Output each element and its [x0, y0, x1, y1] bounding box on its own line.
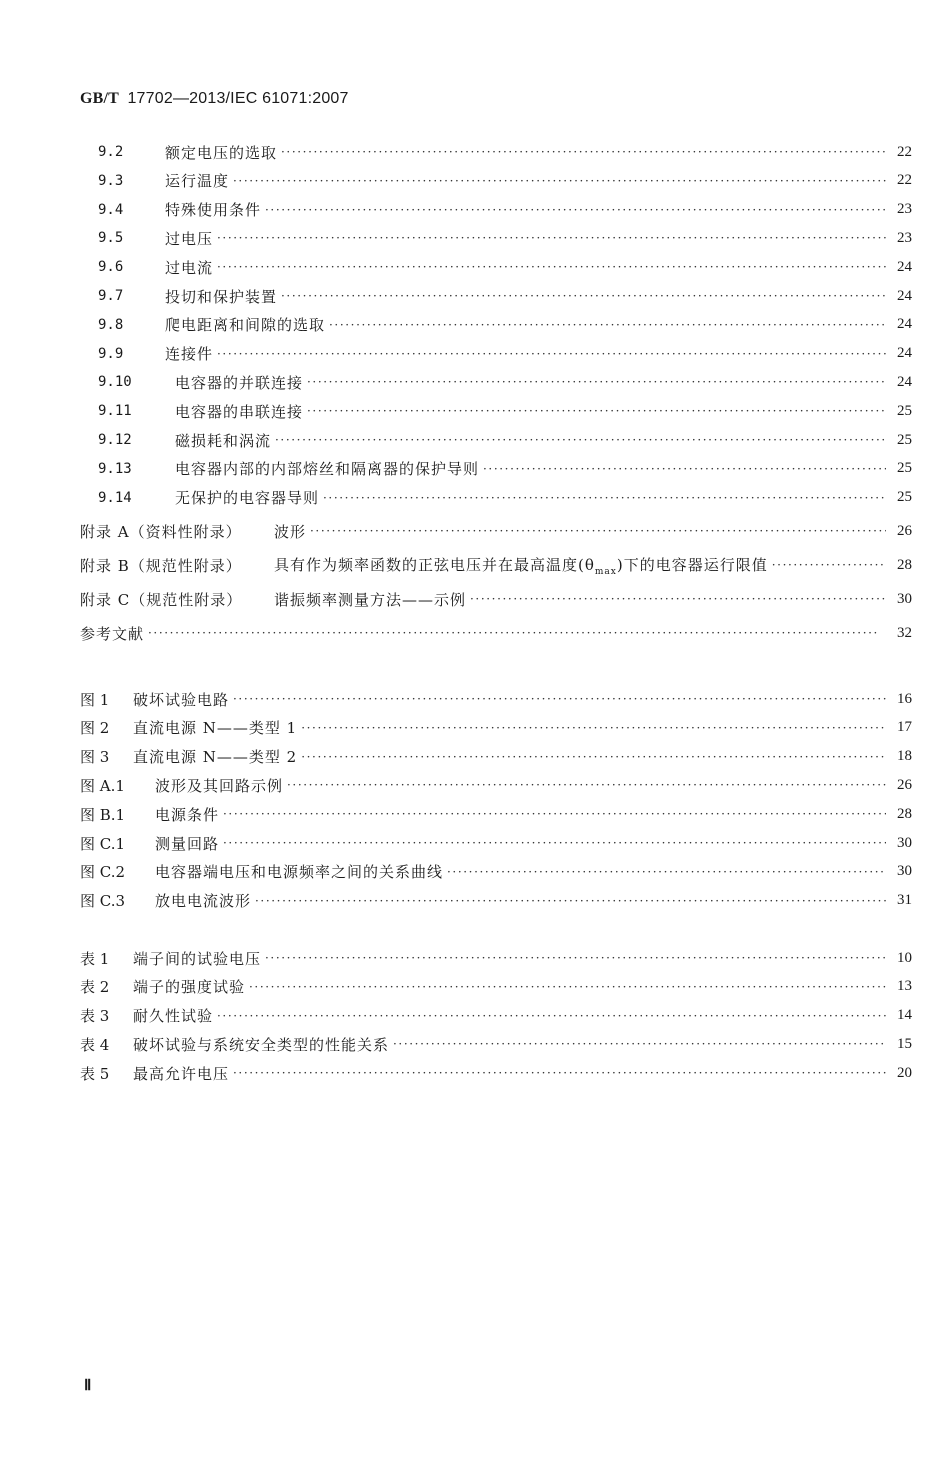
entry-number: 图 C.2	[80, 863, 126, 882]
entry-number: 9.2	[98, 144, 124, 160]
entry-title: 电容器端电压和电源频率之间的关系曲线	[155, 863, 444, 882]
dot-leader	[265, 203, 886, 217]
toc-entry[interactable]	[80, 397, 912, 425]
entry-title: 投切和保护装置	[165, 287, 278, 306]
entry-title: 波形	[274, 522, 307, 541]
entry-title: 特殊使用条件	[165, 201, 262, 220]
page-number: Ⅱ	[84, 1378, 92, 1394]
entry-number: 表 4	[80, 1035, 110, 1054]
dot-leader	[233, 1066, 886, 1080]
entry-number: 图 C.1	[80, 834, 126, 853]
entry-title: 过电压	[165, 229, 214, 248]
dot-leader	[393, 1037, 886, 1051]
entry-number: 9.3	[98, 172, 124, 189]
entry-title: 耐久性试验	[133, 1007, 214, 1026]
toc-entry[interactable]	[80, 1002, 912, 1030]
dot-leader	[307, 404, 886, 418]
dot-leader	[307, 375, 886, 389]
entry-title: 额定电压的选取	[165, 143, 278, 162]
toc-entry[interactable]	[80, 196, 912, 224]
entry-page: 30	[897, 834, 912, 851]
dot-leader	[217, 1009, 886, 1023]
toc-entry[interactable]	[80, 311, 912, 339]
toc-entry[interactable]	[80, 1030, 912, 1058]
standard-code: GB/T	[80, 90, 120, 107]
entry-title: 无保护的电容器导则	[175, 489, 320, 508]
entry-title-subscript: max	[594, 566, 617, 577]
entry-number: 附录 A（资料性附录）	[80, 522, 242, 541]
entry-number: 9.5	[98, 230, 124, 247]
entry-number: 图 2	[80, 719, 110, 738]
entry-number: 图 1	[80, 690, 110, 709]
entry-number: 图 B.1	[80, 805, 126, 824]
toc-entry[interactable]	[80, 619, 912, 647]
entry-title: 电源条件	[155, 805, 220, 824]
dot-leader	[281, 145, 886, 159]
toc-entry[interactable]	[80, 340, 912, 368]
toc-entry[interactable]	[80, 551, 912, 579]
toc-entry[interactable]	[80, 167, 912, 195]
dot-leader	[265, 951, 886, 965]
toc-entry[interactable]	[80, 585, 912, 613]
entry-page: 32	[897, 624, 912, 641]
dot-leader	[323, 491, 886, 505]
entry-title: 谐振频率测量方法——示例	[274, 590, 467, 609]
toc-entry[interactable]	[80, 455, 912, 483]
toc-entry[interactable]	[80, 944, 912, 972]
entry-page: 16	[897, 690, 912, 707]
dot-leader	[249, 980, 886, 994]
entry-number: 9.10	[98, 374, 132, 391]
entry-title: 直流电源 N——类型 1	[133, 719, 298, 738]
entry-number: 表 2	[80, 978, 110, 997]
entry-title: 电容器的并联连接	[175, 373, 304, 392]
toc-entry[interactable]	[80, 685, 912, 713]
dot-leader	[447, 865, 886, 879]
entry-number: 附录 C（规范性附录）	[80, 590, 243, 609]
toc-entry[interactable]	[80, 224, 912, 252]
dot-leader	[301, 750, 886, 764]
toc-entry[interactable]	[80, 282, 912, 310]
toc-entry[interactable]	[80, 743, 912, 771]
entry-title: 直流电源 N——类型 2	[133, 748, 298, 767]
toc-entry[interactable]	[80, 138, 912, 166]
entry-page: 22	[897, 143, 912, 160]
entry-page: 24	[897, 258, 912, 275]
entry-title: 电容器内部的内部熔丝和隔离器的保护导则	[175, 460, 480, 479]
entry-number: 附录 B（规范性附录）	[80, 556, 242, 575]
entry-number: 9.11	[98, 403, 132, 420]
dot-leader	[281, 289, 886, 303]
toc-entry[interactable]	[80, 800, 912, 828]
dot-leader	[223, 836, 886, 850]
toc-entry[interactable]	[80, 771, 912, 799]
toc-entry[interactable]	[80, 253, 912, 281]
entry-page: 26	[897, 776, 912, 793]
entry-page: 14	[897, 1007, 912, 1024]
entry-title: 放电电流波形	[155, 892, 252, 911]
entry-title-text: 具有作为频率函数的正弦电压并在最高温度(θ	[274, 555, 595, 574]
entry-number: 参考文献	[80, 624, 145, 643]
entry-number: 9.4	[98, 201, 124, 218]
entry-page: 28	[897, 556, 912, 573]
entry-title: 端子间的试验电压	[133, 949, 262, 968]
dot-leader	[233, 174, 886, 188]
entry-page: 17	[897, 719, 912, 736]
entry-title-end: )下的电容器运行限值	[616, 555, 768, 574]
entry-title: 破坏试验与系统安全类型的性能关系	[133, 1035, 390, 1054]
entry-number: 9.8	[98, 316, 124, 333]
dot-leader	[287, 778, 886, 792]
entry-page: 24	[897, 345, 912, 362]
entry-number: 图 3	[80, 748, 110, 767]
entry-title: 爬电距离和间隙的选取	[165, 316, 326, 335]
dot-leader	[329, 318, 886, 332]
entry-page: 20	[897, 1064, 912, 1081]
entry-number: 图 C.3	[80, 892, 126, 911]
dot-leader	[483, 462, 886, 476]
entry-page: 24	[897, 373, 912, 390]
entry-title: 过电流	[165, 258, 214, 277]
entry-page: 10	[897, 949, 912, 966]
dot-leader	[255, 894, 886, 908]
entry-title: 破坏试验电路	[133, 690, 230, 709]
toc-entry[interactable]	[80, 484, 912, 512]
document-header	[80, 90, 349, 108]
entry-page: 25	[897, 489, 912, 506]
standard-number: 17702—2013/IEC 61071:2007	[127, 90, 349, 107]
entry-title	[274, 554, 768, 577]
entry-page: 13	[897, 978, 912, 995]
entry-title: 电容器的串联连接	[175, 402, 304, 421]
entry-page: 28	[897, 805, 912, 822]
entry-title: 最高允许电压	[133, 1064, 230, 1083]
toc-entry[interactable]	[80, 887, 912, 915]
dot-leader	[301, 721, 886, 735]
entry-number: 9.7	[98, 288, 124, 304]
toc-entry[interactable]	[80, 858, 912, 886]
entry-number: 9.14	[98, 489, 132, 506]
entry-page: 18	[897, 748, 912, 765]
dot-leader	[217, 231, 886, 245]
entry-page: 22	[897, 172, 912, 189]
entry-page: 30	[897, 863, 912, 880]
toc-entry[interactable]	[80, 973, 912, 1001]
dot-leader	[223, 807, 886, 821]
dot-leader	[148, 626, 886, 640]
entry-page: 26	[897, 522, 912, 539]
entry-title: 端子的强度试验	[133, 978, 246, 997]
entry-number: 表 3	[80, 1007, 110, 1026]
toc-entry[interactable]	[80, 517, 912, 545]
entry-title: 连接件	[165, 345, 214, 364]
dot-leader	[772, 558, 886, 572]
entry-number: 9.13	[98, 460, 132, 477]
entry-title: 测量回路	[155, 834, 220, 853]
dot-leader	[233, 692, 886, 706]
toc-entry[interactable]	[80, 714, 912, 742]
dot-leader	[217, 260, 886, 274]
toc-entry[interactable]	[80, 368, 912, 396]
entry-page: 23	[897, 229, 912, 246]
entry-page: 23	[897, 201, 912, 218]
entry-title: 磁损耗和涡流	[175, 431, 272, 450]
entry-number: 表 1	[80, 949, 110, 968]
entry-page: 24	[897, 316, 912, 333]
dot-leader	[275, 433, 886, 447]
entry-page: 25	[897, 402, 912, 419]
entry-page: 15	[897, 1035, 912, 1052]
dot-leader	[310, 524, 886, 538]
dot-leader	[470, 592, 886, 606]
entry-number: 表 5	[80, 1064, 110, 1083]
toc-entry[interactable]	[80, 829, 912, 857]
entry-page: 30	[897, 590, 912, 607]
dot-leader	[217, 347, 886, 361]
entry-page: 24	[897, 287, 912, 304]
entry-number: 9.12	[98, 432, 132, 448]
entry-page: 25	[897, 431, 912, 448]
entry-title: 波形及其回路示例	[155, 776, 284, 795]
entry-page: 25	[897, 460, 912, 477]
toc-entry[interactable]	[80, 1059, 912, 1087]
toc-entry[interactable]	[80, 426, 912, 454]
entry-page: 31	[897, 892, 912, 909]
entry-number: 9.9	[98, 345, 124, 362]
entry-number: 图 A.1	[80, 776, 125, 795]
entry-title: 运行温度	[165, 172, 230, 191]
entry-number: 9.6	[98, 259, 124, 276]
